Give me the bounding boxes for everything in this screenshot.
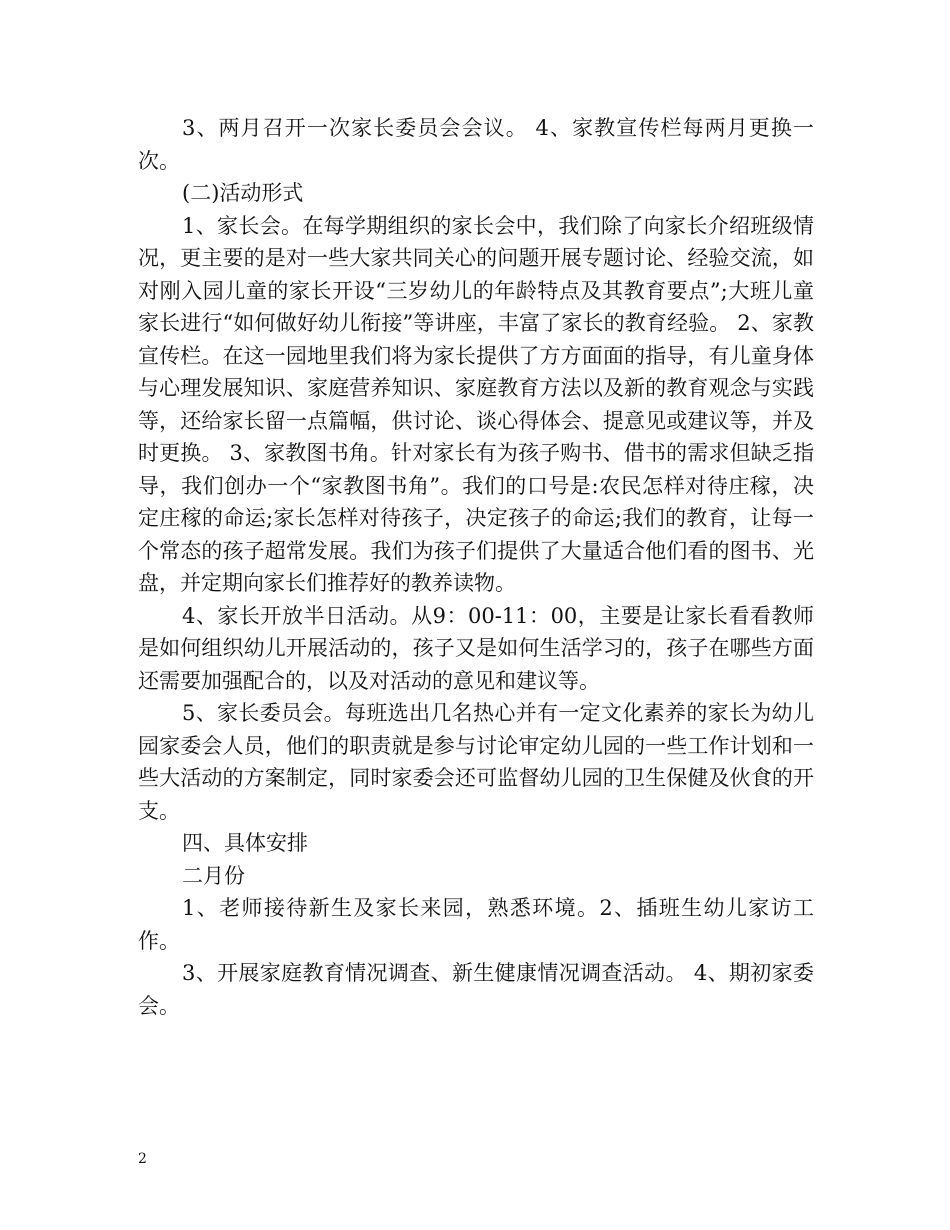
- paragraph-parent-meetings: 1、家长会。在每学期组织的家长会中，我们除了向家长介绍班级情况，更主要的是对一些大家共同关心的问题开展专题讨论、经验交流，如对刚入园儿童的家长开设“三岁幼儿的年龄特点及其教育要点”;大班儿童家长进行“如何做好幼儿衔接”等讲座，丰富了家长的教育经验。 2、家教宣传栏。在这一园地里我们将为家长提供了方方面面的指导，有儿童身体与心理发展知识、家庭营养知识、家庭教育方法以及新的教育观念与实践等，还给家长留一点篇幅，供讨论、谈心得体会、提意见或建议等，并及时更换。 3、家教图书角。针对家长有为孩子购书、借书的需求但缺乏指导，我们创办一个“家教图书角”。我们的口号是:农民怎样对待庄稼，决定庄稼的命运;家长怎样对待孩子，决定孩子的命运;我们的教育，让每一个常态的孩子超常发展。我们为孩子们提供了大量适合他们看的图书、光盘，并定期向家长们推荐好的教养读物。: [138, 213, 814, 595]
- heading-activity-forms: (二)活动形式: [182, 181, 304, 205]
- heading-february: 二月份: [182, 863, 245, 888]
- paragraph-february-item-1: 1、老师接待新生及家长来园，熟悉环境。2、插班生幼儿家访工作。: [138, 896, 814, 953]
- paragraph-february-item-2: 3、开展家庭教育情况调查、新生健康情况调查活动。 4、期初家委会。: [138, 961, 814, 1018]
- paragraph-parent-committee: 5、家长委员会。每班选出几名热心并有一定文化素养的家长为幼儿园家委会人员，他们的职责就是参与讨论审定幼儿园的一些工作计划和一些大活动的方案制定，同时家委会还可监督幼儿园的卫生保健及伙食的开支。: [138, 701, 814, 823]
- paragraph-open-half-day: 4、家长开放半日活动。从9：00-11：00，主要是让家长看看教师是如何组织幼儿开展活动的，孩子又是如何生活学习的，孩子在哪些方面还需要加强配合的，以及对活动的意见和建议等。: [138, 603, 814, 693]
- document-body: [138, 112, 814, 1022]
- heading-specific-arrangements: 四、具体安排: [182, 831, 308, 855]
- paragraph-committee-meetings: 3、两月召开一次家长委员会会议。 4、家教宣传栏每两月更换一次。: [138, 116, 814, 173]
- page-number: 2: [138, 1151, 147, 1167]
